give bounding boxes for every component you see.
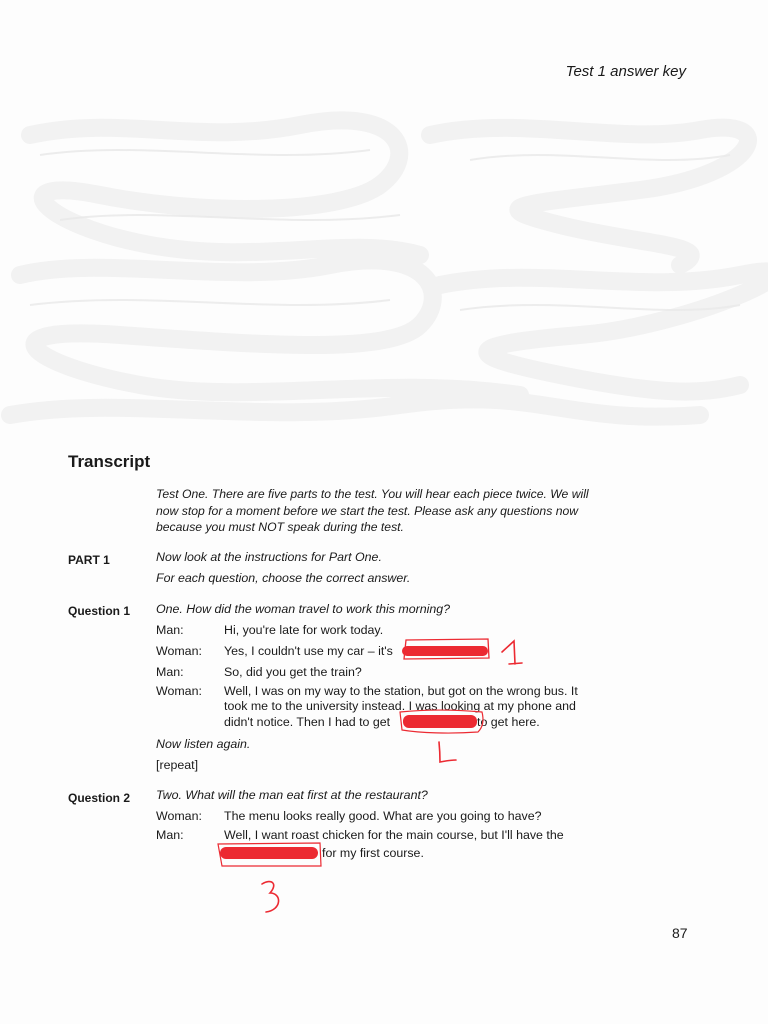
- dialogue-line-tail: for my first course.: [322, 846, 424, 860]
- dialogue-line: took me to the university instead. I was looking at my phone and: [224, 699, 576, 713]
- speaker-label: Woman:: [156, 644, 202, 658]
- intro-line: Test One. There are five parts to the test. You will hear each piece twice. We will: [156, 487, 589, 501]
- dialogue-line-tail: to get here.: [477, 715, 540, 729]
- dialogue-line: didn't notice. Then I had to get: [224, 715, 391, 729]
- question-label: Question 1: [68, 604, 131, 618]
- part-label: PART 1: [68, 553, 110, 567]
- part-instruction: For each question, choose the correct answer.: [156, 571, 411, 585]
- intro-line: now stop for a moment before we start the test. Please ask any questions now: [156, 503, 579, 518]
- dialogue-line: So, did you get the train?: [224, 665, 362, 679]
- section-heading: Transcript: [68, 452, 151, 471]
- intro-line: because you must NOT speak during the test.: [156, 520, 404, 534]
- redaction-mark: [403, 715, 477, 728]
- dialogue-line: Well, I want roast chicken for the main course, but I'll have the: [224, 828, 564, 842]
- part-instruction: Now look at the instructions for Part One.: [156, 550, 382, 564]
- question-prompt: Two. What will the man eat first at the restaurant?: [156, 788, 428, 802]
- question-prompt: One. How did the woman travel to work this morning?: [156, 602, 451, 616]
- page-header-title: Test 1 answer key: [565, 63, 686, 80]
- redaction-mark: [220, 847, 318, 859]
- dialogue-line: Hi, you're late for work today.: [224, 623, 384, 637]
- answer-mark-1: [502, 641, 522, 664]
- repeat-marker: [repeat]: [156, 758, 199, 772]
- answer-mark-2: [439, 742, 456, 762]
- page-number: 87: [672, 925, 688, 941]
- speaker-label: Woman:: [156, 684, 202, 698]
- question-label: Question 2: [68, 791, 131, 805]
- blank-outline: [218, 843, 321, 866]
- speaker-label: Woman:: [156, 809, 202, 823]
- dialogue-line: Well, I was on my way to the station, but got on the wrong bus. It: [224, 684, 578, 698]
- intro-text: [156, 486, 626, 536]
- speaker-label: Man:: [156, 828, 184, 842]
- speaker-label: Man:: [156, 665, 184, 679]
- answer-mark-3: [262, 882, 279, 912]
- redaction-mark: [402, 646, 488, 656]
- whiteout-scribble: [0, 95, 768, 435]
- dialogue-line: Yes, I couldn't use my car – it's: [224, 644, 393, 658]
- speaker-label: Man:: [156, 623, 184, 637]
- dialogue-line: The menu looks really good. What are you going to have?: [224, 809, 542, 823]
- listen-again-text: Now listen again.: [156, 737, 251, 751]
- blank-outline: [404, 639, 489, 659]
